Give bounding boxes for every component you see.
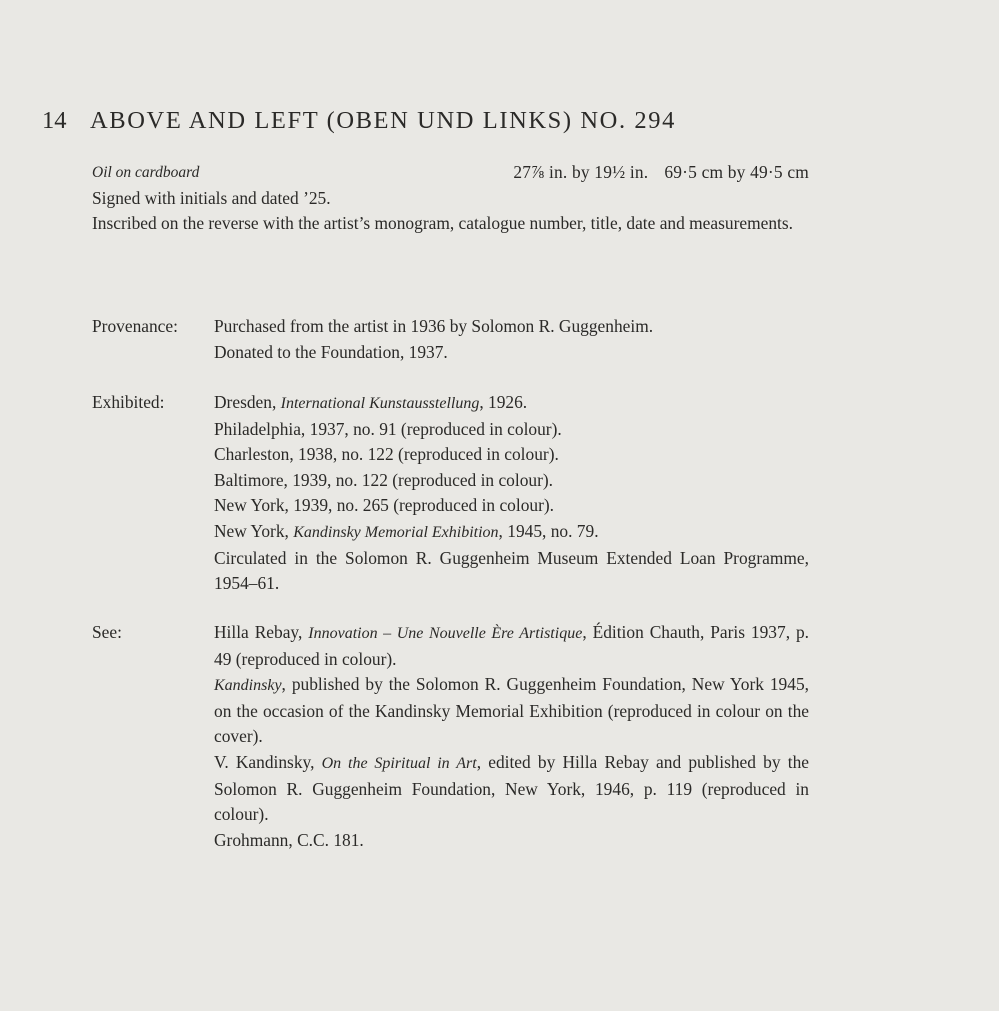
reference-list xyxy=(214,620,809,853)
dimensions-inches: 27⅞ in. by 19½ in. xyxy=(513,162,649,182)
entry-italic-title: Kandinsky Memorial Exhibition xyxy=(293,523,499,541)
provenance-line: Donated to the Foundation, 1937. xyxy=(214,341,448,362)
entry-text: Charleston, 1938, no. 122 (reproduced in colour). xyxy=(214,444,559,465)
exhibition-entry xyxy=(214,519,809,546)
entry-text: , edited by Hilla Rebay and published by the Solomon R. Guggenheim Foundation, New York, 1946, p. 119 (reproduced in colour). xyxy=(214,751,809,825)
entry-heading xyxy=(42,106,676,136)
inscription-note: Inscribed on the reverse with the artist’s monogram, catalogue number, title, date and measurements. xyxy=(92,213,793,234)
reference-entry xyxy=(214,750,809,828)
entry-italic-title: Kandinsky xyxy=(214,677,282,695)
exhibition-entry xyxy=(214,390,809,417)
reference-entry xyxy=(214,672,809,750)
artwork-specification xyxy=(92,160,809,237)
exhibited-section xyxy=(92,390,809,597)
provenance-section xyxy=(92,314,809,365)
signature-note: Signed with initials and dated ’25. xyxy=(92,187,331,208)
entry-text: Grohmann, C.C. 181. xyxy=(214,829,364,850)
reference-entry xyxy=(214,828,809,854)
entry-italic-title: On the Spiritual in Art xyxy=(321,754,477,772)
entry-text: Philadelphia, 1937, no. 91 (reproduced in colour). xyxy=(214,418,562,439)
dimensions-centimetres: 69·5 cm by 49·5 cm xyxy=(664,162,809,182)
exhibition-list xyxy=(214,390,809,597)
exhibition-entry xyxy=(214,417,809,443)
references-section xyxy=(92,620,809,853)
entry-text: , Édition Chauth, Paris 1937, p. 49 (reproduced in colour). xyxy=(214,622,810,669)
provenance-line: Purchased from the artist in 1936 by Solomon R. Guggenheim. xyxy=(214,316,654,336)
reference-entry xyxy=(214,620,809,672)
exhibition-entry xyxy=(214,468,809,494)
entry-text: V. Kandinsky, xyxy=(214,751,322,772)
entry-text: , 1926. xyxy=(479,392,528,412)
entry-title: ABOVE AND LEFT (OBEN UND LINKS) NO. 294 xyxy=(90,107,676,134)
see-label: See: xyxy=(92,622,122,642)
entry-italic-title: Innovation – Une Nouvelle Ère Artistique xyxy=(308,625,583,642)
entry-text: Dresden, xyxy=(214,392,281,412)
entry-text: New York, xyxy=(214,520,294,541)
entry-text: New York, 1939, no. 265 (reproduced in colour). xyxy=(214,495,555,516)
entry-text: , 1945, no. 79. xyxy=(498,520,599,541)
medium: Oil on cardboard xyxy=(92,164,200,181)
entry-text: , published by the Solomon R. Guggenheim Foundation, New York 1945, on the occasion of the Kandinsky Memorial Exhibition (reproduced in colour on the cover). xyxy=(214,674,809,747)
entry-number: 14 xyxy=(42,107,67,134)
entry-italic-title: International Kunstausstellung xyxy=(280,395,480,412)
entry-text: Circulated in the Solomon R. Guggenheim Museum Extended Loan Programme, 1954–61. xyxy=(214,547,809,594)
entry-text: Hilla Rebay, xyxy=(214,622,309,642)
provenance-label: Provenance: xyxy=(92,316,178,336)
exhibition-entry xyxy=(214,493,809,519)
exhibition-entry xyxy=(214,546,809,597)
dimensions xyxy=(513,160,809,186)
entry-text: Baltimore, 1939, no. 122 (reproduced in colour). xyxy=(214,469,554,490)
exhibition-entry xyxy=(214,442,809,468)
provenance-lines xyxy=(214,314,809,365)
medium-dimensions-row xyxy=(92,160,809,186)
exhibited-label: Exhibited: xyxy=(92,392,165,412)
